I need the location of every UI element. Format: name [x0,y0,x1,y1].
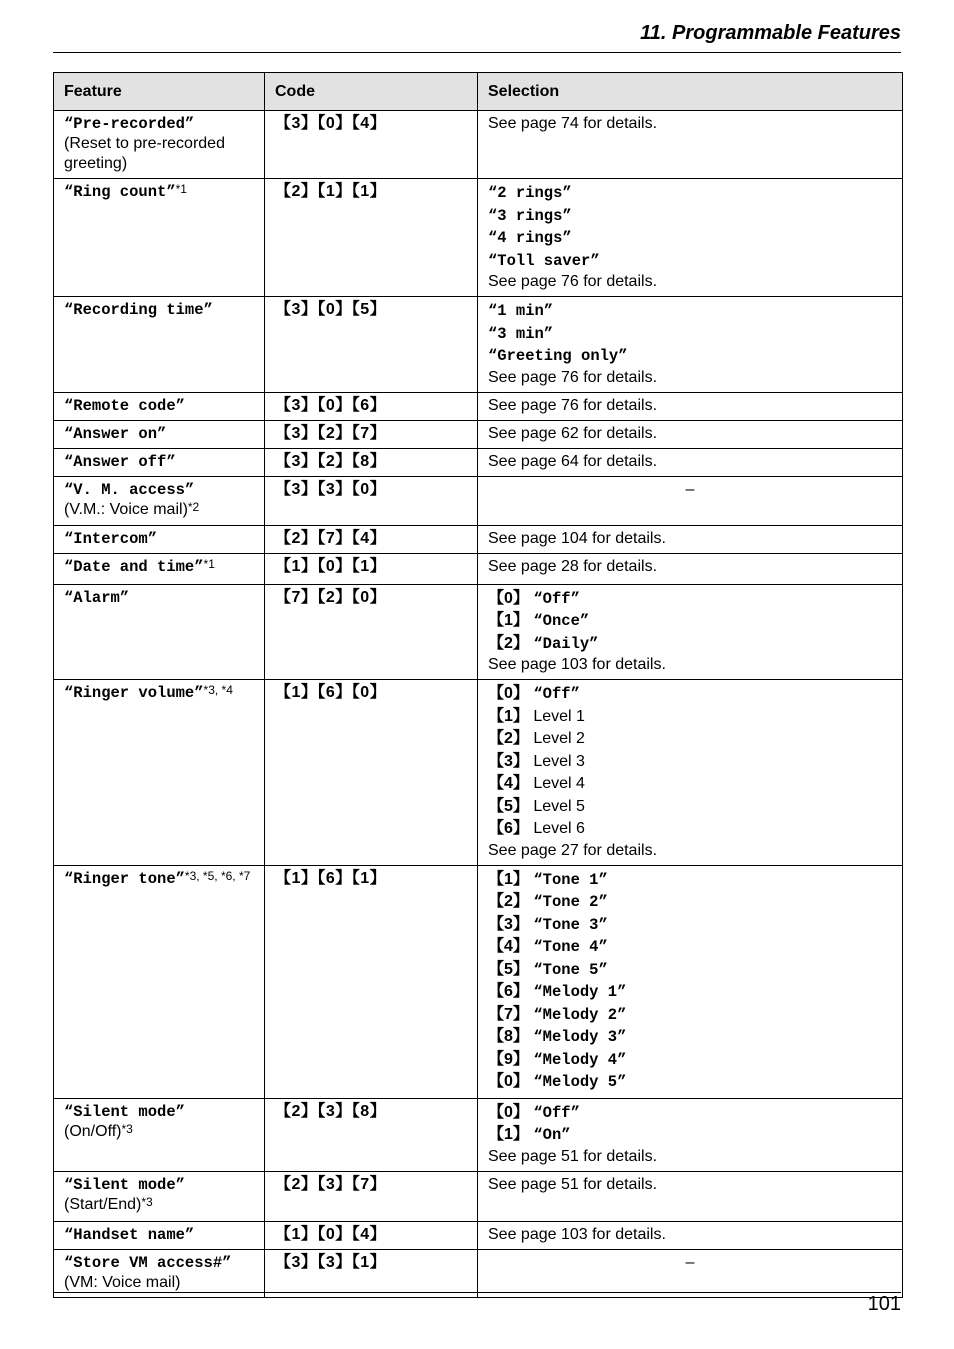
feature-name: “Date and time” [64,557,204,576]
selection-text: “Toll saver” [488,251,600,270]
option-key: 【1】 [488,707,529,725]
table-row [54,111,903,179]
feature-note [64,1122,254,1142]
option-label: “Once” [533,612,590,630]
table-row [54,420,903,448]
option-label: Level 3 [533,752,585,770]
selection-text: See page 76 for details. [488,273,658,290]
option-key: 【5】 [488,960,529,978]
feature-code: 【3】【0】【5】 [275,301,387,318]
column-header-selection: Selection [478,73,903,111]
selection-text: – [685,480,695,498]
selection-text: See page 51 for details. [488,1147,658,1165]
feature-cell [54,111,265,179]
option-key: 【0】 [488,1073,529,1090]
feature-code: 【3】【2】【8】 [275,452,387,470]
footnote-ref: *2 [187,499,200,514]
feature-code: 【3】【0】【6】 [275,396,387,414]
feature-code: 【2】【1】【1】 [275,183,387,200]
feature-name: “Silent mode” [64,1175,185,1194]
feature-note-text: (Reset to pre-recorded greeting) [64,135,225,172]
option-label: “Melody 2” [533,1005,627,1024]
footnote-ref: *3, *5, *6, *7 [184,868,251,883]
feature-note-text: (V.M.: Voice mail) [64,500,188,518]
selection-option [488,751,892,774]
selection-text: “1 min” [488,302,554,320]
option-label: “Melody 1” [533,983,627,1001]
footer-divider [53,1292,901,1293]
option-label: “Off” [533,589,580,608]
selection-cell [478,179,903,297]
feature-note [64,134,254,174]
selection-option [488,891,892,914]
option-key: 【5】 [488,797,529,815]
option-label: “Off” [533,1103,580,1122]
selection-text: See page 76 for details. [488,368,658,386]
selection-text: “Greeting only” [488,347,628,365]
feature-name: “Ringer volume” [64,684,204,702]
footnote-ref: *1 [175,182,187,196]
feature-cell [54,1098,265,1171]
selection-cell [478,1221,903,1249]
option-label: Level 6 [533,820,585,837]
feature-cell [54,297,265,393]
table-header-row [54,73,903,111]
option-label: “Tone 5” [533,960,608,979]
selection-cell [478,1098,903,1171]
option-key: 【3】 [488,915,529,933]
selection-cell [478,1249,903,1297]
feature-code: 【2】【7】【4】 [275,529,387,547]
code-cell [265,1221,478,1249]
feature-cell [54,420,265,448]
feature-name: “V. M. access” [64,480,195,499]
selection-option [488,869,892,892]
selection-cell [478,680,903,866]
feature-note [64,1273,254,1293]
selection-option [488,1049,892,1072]
feature-note [64,1195,254,1215]
feature-code: 【2】【3】【8】 [275,1102,387,1120]
feature-name: “Intercom” [64,529,158,548]
table-row [54,1249,903,1297]
selection-text: See page 104 for details. [488,529,666,547]
selection-text: See page 76 for details. [488,396,658,414]
column-header-feature: Feature [54,73,265,111]
option-label: “Melody 3” [533,1028,627,1046]
option-label: “Melody 5” [533,1073,627,1091]
feature-cell [54,680,265,866]
option-key: 【4】 [488,775,529,792]
selection-text: “3 min” [488,324,554,343]
code-cell [265,111,478,179]
feature-name: “Handset name” [64,1225,195,1244]
feature-name: “Pre-recorded” [64,115,195,133]
code-cell [265,1171,478,1221]
feature-cell [54,553,265,584]
selection-text: See page 74 for details. [488,115,658,132]
table-row [54,525,903,553]
feature-code: 【3】【2】【7】 [275,424,387,442]
table-row [54,680,903,866]
selection-text: “4 rings” [488,229,572,247]
table-row [54,179,903,297]
footnote-ref: *3, *4 [203,683,233,697]
selection-text: “2 rings” [488,184,572,202]
option-label: “Tone 2” [533,893,608,911]
feature-code: 【1】【0】【4】 [275,1225,387,1243]
programmable-features-table [53,72,903,1298]
option-key: 【9】 [488,1050,529,1068]
option-label: “On” [533,1126,571,1144]
feature-cell [54,392,265,420]
feature-cell [54,179,265,297]
option-key: 【2】 [488,730,529,747]
selection-text: “3 rings” [488,206,572,225]
code-cell [265,1249,478,1297]
selection-cell [478,111,903,179]
feature-code: 【1】【0】【1】 [275,557,387,575]
table-row [54,1221,903,1249]
selection-option [488,796,892,819]
table-row [54,553,903,584]
code-cell [265,476,478,525]
selection-option [488,773,892,796]
selection-text: See page 103 for details. [488,1225,666,1243]
feature-cell [54,1171,265,1221]
header-divider [53,52,901,53]
feature-note-text: (Start/End) [64,1195,142,1213]
selection-cell [478,1171,903,1221]
selection-cell [478,297,903,393]
feature-note-text: (On/Off) [64,1122,122,1140]
option-key: 【2】 [488,634,529,652]
feature-note [64,500,254,520]
option-label: “Daily” [533,634,599,653]
option-key: 【7】 [488,1005,529,1023]
feature-name: “Recording time” [64,301,213,319]
feature-cell [54,584,265,680]
selection-text: See page 28 for details. [488,557,658,575]
footnote-ref: *3 [141,1194,153,1209]
selection-cell [478,553,903,584]
selection-cell [478,584,903,680]
code-cell [265,297,478,393]
selection-text: See page 62 for details. [488,424,658,442]
feature-cell [54,476,265,525]
selection-option [488,1071,892,1094]
feature-code: 【3】【0】【4】 [275,115,387,132]
table-row [54,1098,903,1171]
code-cell [265,553,478,584]
code-cell [265,584,478,680]
selection-text: See page 51 for details. [488,1175,658,1193]
feature-code: 【1】【6】【1】 [275,869,387,887]
option-key: 【8】 [488,1028,529,1045]
option-label: Level 1 [533,707,585,725]
selection-option [488,683,892,706]
table-row [54,1171,903,1221]
selection-option [488,981,892,1004]
selection-option [488,706,892,729]
feature-cell [54,1249,265,1297]
footnote-ref: *1 [203,556,215,571]
table-row [54,448,903,476]
feature-code: 【3】【3】【0】 [275,480,387,498]
option-label: Level 5 [533,797,585,815]
table-row [54,584,903,680]
option-label: “Tone 3” [533,915,608,934]
code-cell [265,525,478,553]
footnote-ref: *3 [121,1121,133,1136]
table-row [54,476,903,525]
option-key: 【3】 [488,752,529,770]
feature-cell [54,448,265,476]
option-key: 【1】 [488,870,529,888]
code-cell [265,179,478,297]
feature-cell [54,1221,265,1249]
option-key: 【6】 [488,983,529,1000]
selection-option [488,633,892,656]
feature-name: “Answer off” [64,452,176,471]
selection-option [488,936,892,959]
selection-cell [478,476,903,525]
option-label: “Tone 1” [533,870,608,889]
table-row [54,297,903,393]
selection-option [488,959,892,982]
selection-option [488,610,892,633]
option-key: 【0】 [488,589,529,607]
option-key: 【0】 [488,685,529,702]
feature-cell [54,525,265,553]
selection-option [488,818,892,841]
option-key: 【2】 [488,893,529,910]
feature-name: “Ring count” [64,183,176,201]
selection-text: See page 103 for details. [488,656,666,673]
selection-text: See page 64 for details. [488,452,658,470]
feature-code: 【7】【2】【0】 [275,588,387,606]
feature-note-text: (VM: Voice mail) [64,1273,181,1291]
feature-name: “Silent mode” [64,1102,185,1121]
feature-name: “Remote code” [64,396,185,415]
page-section-title: 11. Programmable Features [640,22,901,44]
feature-name: “Store VM access#” [64,1253,232,1272]
selection-option [488,914,892,937]
option-key: 【1】 [488,612,529,629]
page-number: 101 [867,1293,901,1315]
code-cell [265,865,478,1098]
selection-text: – [685,1253,695,1271]
option-label: “Off” [533,685,580,703]
code-cell [265,448,478,476]
selection-option [488,588,892,611]
selection-cell [478,525,903,553]
feature-code: 【3】【3】【1】 [275,1253,387,1271]
option-label: “Melody 4” [533,1050,627,1069]
code-cell [265,420,478,448]
feature-cell [54,865,265,1098]
feature-name: “Ringer tone” [64,869,185,888]
selection-cell [478,448,903,476]
selection-option [488,1124,892,1147]
selection-option [488,1102,892,1125]
selection-cell [478,420,903,448]
option-key: 【4】 [488,938,529,955]
feature-code: 【2】【3】【7】 [275,1175,387,1193]
selection-option [488,728,892,751]
selection-option [488,1026,892,1049]
feature-name: “Alarm” [64,588,130,607]
option-label: Level 2 [533,730,585,747]
option-label: Level 4 [533,775,585,792]
option-label: “Tone 4” [533,938,608,956]
selection-option [488,1004,892,1027]
code-cell [265,1098,478,1171]
selection-cell [478,392,903,420]
selection-text: See page 27 for details. [488,841,658,859]
code-cell [265,680,478,866]
selection-cell [478,865,903,1098]
feature-code: 【1】【6】【0】 [275,684,387,701]
option-key: 【1】 [488,1126,529,1143]
option-key: 【0】 [488,1103,529,1121]
column-header-code: Code [265,73,478,111]
feature-name: “Answer on” [64,424,167,443]
table-row [54,392,903,420]
code-cell [265,392,478,420]
option-key: 【6】 [488,820,529,837]
table-row [54,865,903,1098]
